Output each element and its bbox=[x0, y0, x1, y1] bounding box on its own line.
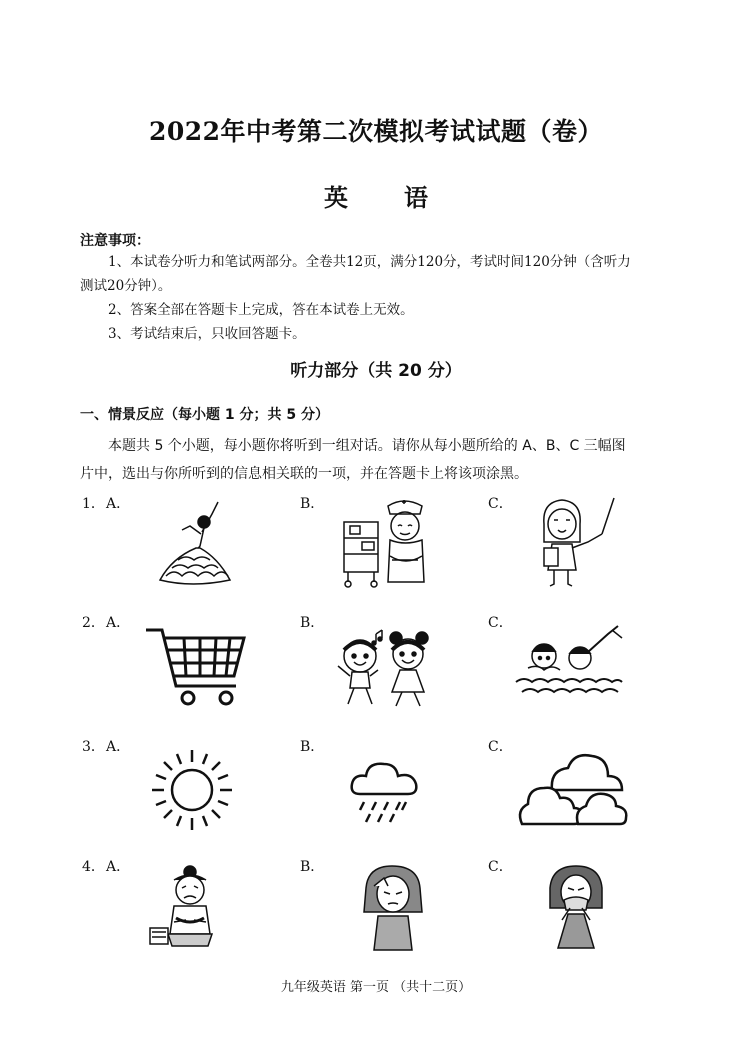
subject-char-2: 语 bbox=[404, 184, 428, 212]
option-4c-letter: C． bbox=[488, 859, 513, 875]
cough-picture bbox=[546, 864, 606, 950]
notice-item-3: 3、考试结束后，只收回答题卡。 bbox=[108, 326, 306, 342]
option-2c-letter: C． bbox=[488, 615, 513, 631]
notice-item-1: 1、本试卷分听力和笔试两部分。全卷共12页，满分120分，考试时间120分钟（含听力 bbox=[108, 254, 631, 270]
headache-picture bbox=[360, 864, 430, 952]
option-4a-letter: A． bbox=[106, 859, 131, 875]
page-title: 2022年中考第二次模拟考试试题（卷） bbox=[148, 117, 604, 146]
option-3c-letter: C． bbox=[488, 739, 513, 755]
notice-label: 注意事项： bbox=[80, 233, 150, 249]
notice-item-1-cont: 测试20分钟）。 bbox=[80, 278, 172, 294]
section-title: 一、情景反应（每小题 1 分；共 5 分） bbox=[80, 407, 329, 423]
dancer-picture bbox=[152, 496, 242, 588]
question-number-4: 4． bbox=[82, 859, 105, 875]
stomachache-picture bbox=[146, 862, 236, 952]
sun-picture bbox=[150, 748, 234, 832]
page-footer: 九年级英语 第一页 （共十二页） bbox=[280, 980, 472, 995]
nurse-picture bbox=[338, 496, 434, 588]
option-1c-letter: C． bbox=[488, 496, 513, 512]
option-4b-letter: B． bbox=[300, 859, 325, 875]
question-number-2: 2． bbox=[82, 615, 105, 631]
clouds-picture bbox=[516, 750, 630, 830]
option-1a-letter: A． bbox=[106, 496, 131, 512]
notice-item-2: 2、答案全部在答题卡上完成，答在本试卷上无效。 bbox=[108, 302, 414, 318]
instruction-line-2: 片中，选出与你所听到的信息相关联的一项，并在答题卡上将该项涂黑。 bbox=[80, 466, 528, 482]
option-3a-letter: A． bbox=[106, 739, 131, 755]
swimming-picture bbox=[514, 624, 624, 704]
kids-singing-picture bbox=[330, 628, 440, 710]
option-2a-letter: A． bbox=[106, 615, 131, 631]
option-2b-letter: B． bbox=[300, 615, 325, 631]
instruction-line-1: 本题共 5 个小题，每小题你将听到一组对话。请你从每小题所给的 A、B、C 三幅图 bbox=[108, 438, 626, 454]
subject-char-1: 英 bbox=[324, 184, 348, 212]
instructions bbox=[80, 432, 680, 488]
part-title: 听力部分（共 20 分） bbox=[290, 361, 462, 381]
teacher-picture bbox=[530, 494, 622, 590]
question-number-3: 3． bbox=[82, 739, 105, 755]
question-number-1: 1． bbox=[82, 496, 105, 512]
subject-title bbox=[0, 178, 752, 213]
shopping-cart-picture bbox=[144, 624, 246, 708]
option-1b-letter: B． bbox=[300, 496, 325, 512]
rain-cloud-picture bbox=[350, 758, 422, 826]
option-3b-letter: B． bbox=[300, 739, 325, 755]
